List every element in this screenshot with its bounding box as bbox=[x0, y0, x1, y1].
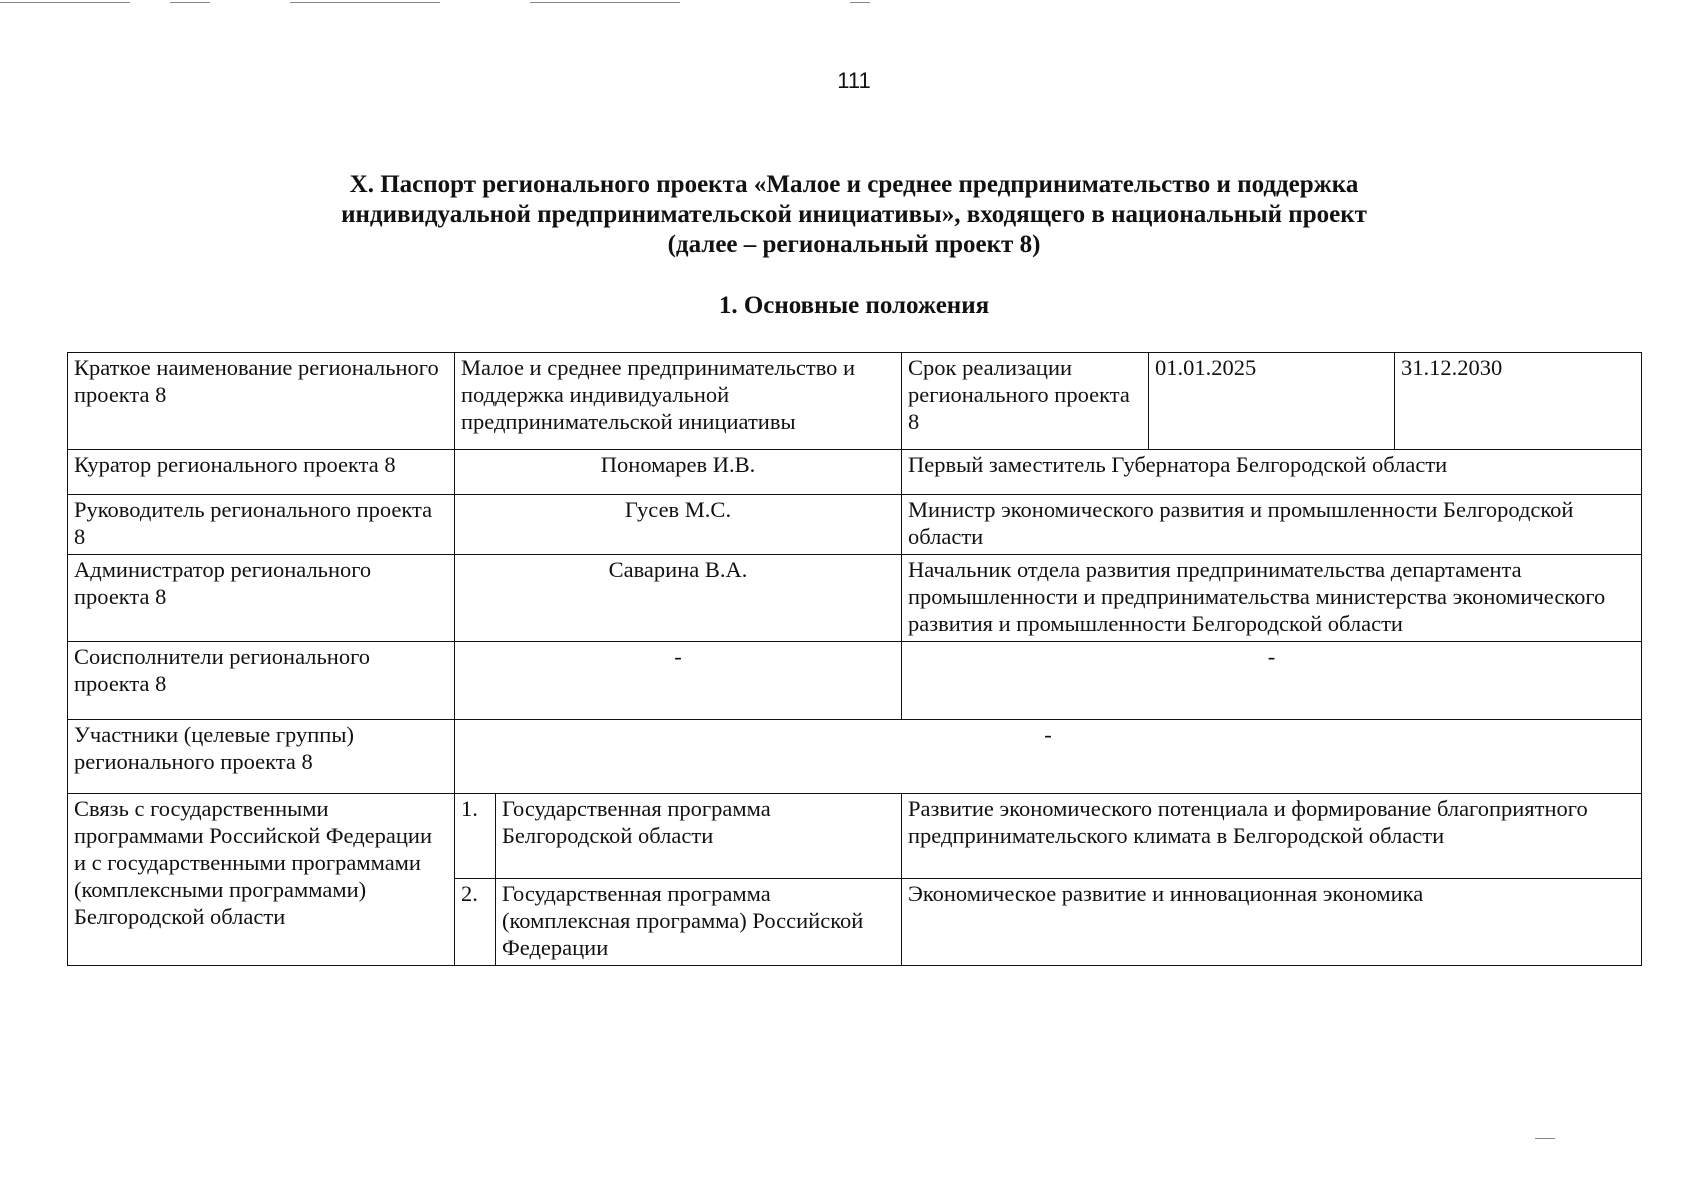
short-name-value: Малое и среднее предпринимательство и поддержка индивидуальной предпринимательской инициативы bbox=[455, 353, 902, 450]
table-row bbox=[68, 495, 1642, 555]
section-title: 1. Основные положения bbox=[718, 292, 990, 319]
table-row bbox=[68, 720, 1642, 794]
table-row bbox=[68, 642, 1642, 720]
document-title-line: (далее – региональный проект 8) bbox=[667, 231, 1041, 258]
coexecutors-position: - bbox=[902, 642, 1642, 720]
program-number: 1. bbox=[455, 794, 496, 879]
program-type: Государственная программа (комплексная программа) Российской Федерации bbox=[496, 879, 902, 966]
coexecutors-name: - bbox=[455, 642, 902, 720]
table-row bbox=[68, 450, 1642, 495]
term-end: 31.12.2030 bbox=[1395, 353, 1642, 450]
participants-value: - bbox=[455, 720, 1642, 794]
program-type: Государственная программа Белгородской области bbox=[496, 794, 902, 879]
scan-artifact bbox=[850, 2, 870, 3]
program-name: Развитие экономического потенциала и формирование благоприятного предпринимательского климата в Белгородской области bbox=[902, 794, 1642, 879]
leader-position: Министр экономического развития и промышленности Белгородской области bbox=[902, 495, 1642, 555]
short-name-label: Краткое наименование регионального проекта 8 bbox=[68, 353, 455, 450]
page-number: 111 bbox=[837, 68, 871, 93]
program-number: 2. bbox=[455, 879, 496, 966]
admin-label: Администратор регионального проекта 8 bbox=[68, 555, 455, 642]
document-title-line: X. Паспорт регионального проекта «Малое и среднее предпринимательство и поддержка bbox=[349, 171, 1359, 198]
table-row bbox=[68, 555, 1642, 642]
scan-artifact bbox=[170, 2, 210, 3]
programs-link-label: Связь с государственными программами Российской Федерации и с государственными программами (комплексными программами) Белгородской области bbox=[68, 794, 455, 966]
leader-label: Руководитель регионального проекта 8 bbox=[68, 495, 455, 555]
coexecutors-label: Соисполнители регионального проекта 8 bbox=[68, 642, 455, 720]
table-row bbox=[68, 353, 1642, 450]
project-passport-table bbox=[67, 352, 1642, 966]
document-title-line: индивидуальной предпринимательской инициативы», входящего в национальный проект bbox=[341, 201, 1367, 228]
participants-label: Участники (целевые группы) регионального проекта 8 bbox=[68, 720, 455, 794]
term-start: 01.01.2025 bbox=[1149, 353, 1395, 450]
scan-artifact bbox=[0, 2, 130, 3]
scan-artifact bbox=[530, 2, 680, 3]
table-row bbox=[68, 794, 1642, 879]
program-name: Экономическое развитие и инновационная экономика bbox=[902, 879, 1642, 966]
document-title bbox=[0, 170, 1708, 260]
curator-position: Первый заместитель Губернатора Белгородской области bbox=[902, 450, 1642, 495]
scan-artifact bbox=[1535, 1138, 1555, 1139]
term-label: Срок реализации регионального проекта 8 bbox=[902, 353, 1149, 450]
scan-artifact bbox=[290, 2, 440, 3]
admin-position: Начальник отдела развития предпринимательства департамента промышленности и предпринимательства министерства экономического развития и промышленности Белгородской области bbox=[902, 555, 1642, 642]
curator-name: Пономарев И.В. bbox=[455, 450, 902, 495]
leader-name: Гусев М.С. bbox=[455, 495, 902, 555]
curator-label: Куратор регионального проекта 8 bbox=[68, 450, 455, 495]
admin-name: Саварина В.А. bbox=[455, 555, 902, 642]
